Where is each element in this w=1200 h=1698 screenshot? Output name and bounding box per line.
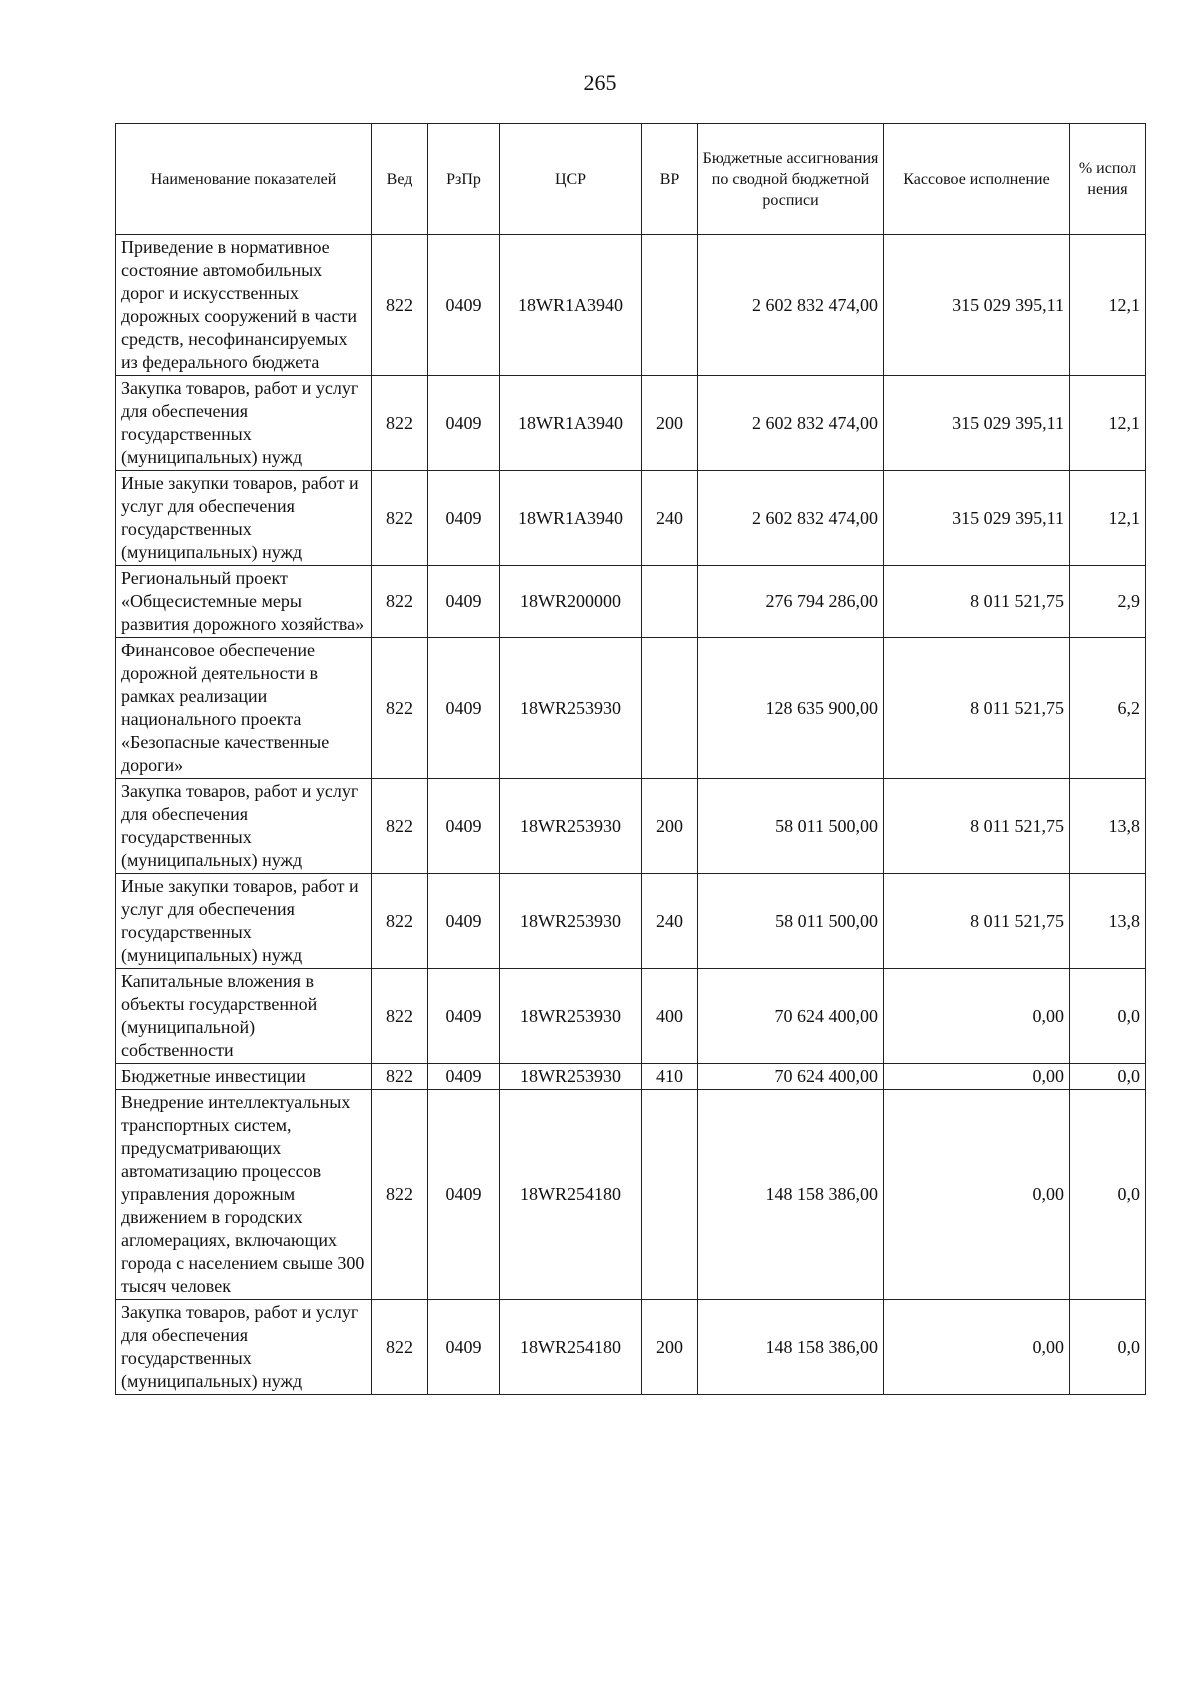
table-row: [116, 471, 1146, 566]
table-body: [116, 235, 1146, 1395]
cell-csr: 18WR253930: [500, 969, 642, 1064]
cell-rzpr: 0409: [428, 969, 500, 1064]
page-number: 265: [583, 70, 617, 95]
cell-name: Финансовое обеспечение дорожной деятельности в рамках реализации национального проекта «Безопасные качественные дороги»: [116, 638, 372, 779]
cell-assignments: 128 635 900,00: [698, 638, 884, 779]
table-row: [116, 235, 1146, 376]
cell-assignments: 70 624 400,00: [698, 1064, 884, 1090]
cell-ved: 822: [372, 235, 428, 376]
cell-rzpr: 0409: [428, 1090, 500, 1300]
cell-vr: [642, 1090, 698, 1300]
cell-rzpr: 0409: [428, 1300, 500, 1395]
cell-cash: 315 029 395,11: [884, 376, 1070, 471]
cell-csr: 18WR1A3940: [500, 471, 642, 566]
cell-csr: 18WR253930: [500, 874, 642, 969]
cell-name: Региональный проект «Общесистемные меры развития дорожного хозяйства»: [116, 566, 372, 638]
cell-vr: [642, 638, 698, 779]
cell-cash: 0,00: [884, 1090, 1070, 1300]
cell-assignments: 58 011 500,00: [698, 874, 884, 969]
cell-ved: 822: [372, 1090, 428, 1300]
cell-rzpr: 0409: [428, 471, 500, 566]
cell-rzpr: 0409: [428, 779, 500, 874]
cell-assignments: 2 602 832 474,00: [698, 235, 884, 376]
cell-csr: 18WR254180: [500, 1300, 642, 1395]
cell-vr: 400: [642, 969, 698, 1064]
cell-vr: 240: [642, 874, 698, 969]
cell-ved: 822: [372, 638, 428, 779]
table-row: [116, 1090, 1146, 1300]
cell-rzpr: 0409: [428, 235, 500, 376]
cell-cash: 8 011 521,75: [884, 779, 1070, 874]
cell-rzpr: 0409: [428, 874, 500, 969]
cell-ved: 822: [372, 376, 428, 471]
cell-assignments: 2 602 832 474,00: [698, 376, 884, 471]
cell-assignments: 70 624 400,00: [698, 969, 884, 1064]
cell-percent: 0,0: [1070, 969, 1146, 1064]
cell-percent: 0,0: [1070, 1064, 1146, 1090]
cell-csr: 18WR253930: [500, 638, 642, 779]
cell-vr: 410: [642, 1064, 698, 1090]
cell-ved: 822: [372, 779, 428, 874]
cell-name: Капитальные вложения в объекты государственной (муниципальной) собственности: [116, 969, 372, 1064]
header-name: Наименование показателей: [116, 124, 372, 235]
header-cash: Кассовое исполнение: [884, 124, 1070, 235]
table-header-row: [116, 124, 1146, 235]
cell-cash: 8 011 521,75: [884, 874, 1070, 969]
cell-ved: 822: [372, 1064, 428, 1090]
cell-cash: 8 011 521,75: [884, 566, 1070, 638]
cell-name: Закупка товаров, работ и услуг для обеспечения государственных (муниципальных) нужд: [116, 376, 372, 471]
table-row: [116, 566, 1146, 638]
cell-vr: [642, 566, 698, 638]
cell-csr: 18WR1A3940: [500, 235, 642, 376]
cell-cash: 315 029 395,11: [884, 471, 1070, 566]
header-assignments: Бюджетные ассигнования по сводной бюджетной росписи: [698, 124, 884, 235]
cell-percent: 13,8: [1070, 874, 1146, 969]
cell-assignments: 2 602 832 474,00: [698, 471, 884, 566]
cell-name: Закупка товаров, работ и услуг для обеспечения государственных (муниципальных) нужд: [116, 779, 372, 874]
cell-percent: 0,0: [1070, 1090, 1146, 1300]
cell-csr: 18WR253930: [500, 779, 642, 874]
header-percent: % испол нения: [1070, 124, 1146, 235]
cell-percent: 0,0: [1070, 1300, 1146, 1395]
cell-vr: 200: [642, 779, 698, 874]
table-row: [116, 638, 1146, 779]
cell-cash: 315 029 395,11: [884, 235, 1070, 376]
cell-csr: 18WR200000: [500, 566, 642, 638]
table-row: [116, 874, 1146, 969]
cell-name: Бюджетные инвестиции: [116, 1064, 372, 1090]
cell-ved: 822: [372, 471, 428, 566]
cell-csr: 18WR254180: [500, 1090, 642, 1300]
cell-rzpr: 0409: [428, 566, 500, 638]
header-csr: ЦСР: [500, 124, 642, 235]
cell-cash: 0,00: [884, 1064, 1070, 1090]
header-vr: ВР: [642, 124, 698, 235]
cell-percent: 12,1: [1070, 376, 1146, 471]
cell-rzpr: 0409: [428, 1064, 500, 1090]
cell-name: Внедрение интеллектуальных транспортных систем, предусматривающих автоматизацию процессов управления дорожным движением в городских агломерациях, включающих города с населением свыше 300 тысяч человек: [116, 1090, 372, 1300]
table-row: [116, 1064, 1146, 1090]
cell-cash: 8 011 521,75: [884, 638, 1070, 779]
cell-assignments: 276 794 286,00: [698, 566, 884, 638]
table-row: [116, 1300, 1146, 1395]
table-row: [116, 779, 1146, 874]
budget-execution-table: [115, 123, 1146, 1395]
cell-percent: 6,2: [1070, 638, 1146, 779]
cell-csr: 18WR1A3940: [500, 376, 642, 471]
cell-assignments: 148 158 386,00: [698, 1090, 884, 1300]
cell-cash: 0,00: [884, 1300, 1070, 1395]
table-row: [116, 376, 1146, 471]
cell-vr: 240: [642, 471, 698, 566]
table-row: [116, 969, 1146, 1064]
cell-ved: 822: [372, 566, 428, 638]
cell-ved: 822: [372, 1300, 428, 1395]
cell-vr: 200: [642, 1300, 698, 1395]
header-rzpr: РзПр: [428, 124, 500, 235]
cell-rzpr: 0409: [428, 638, 500, 779]
cell-assignments: 148 158 386,00: [698, 1300, 884, 1395]
cell-vr: [642, 235, 698, 376]
cell-name: Иные закупки товаров, работ и услуг для обеспечения государственных (муниципальных) нужд: [116, 874, 372, 969]
cell-csr: 18WR253930: [500, 1064, 642, 1090]
cell-rzpr: 0409: [428, 376, 500, 471]
cell-percent: 12,1: [1070, 235, 1146, 376]
cell-name: Приведение в нормативное состояние автомобильных дорог и искусственных дорожных сооружений в части средств, несофинансируемых из федерального бюджета: [116, 235, 372, 376]
cell-vr: 200: [642, 376, 698, 471]
cell-assignments: 58 011 500,00: [698, 779, 884, 874]
cell-cash: 0,00: [884, 969, 1070, 1064]
cell-ved: 822: [372, 874, 428, 969]
cell-percent: 2,9: [1070, 566, 1146, 638]
cell-percent: 12,1: [1070, 471, 1146, 566]
header-ved: Вед: [372, 124, 428, 235]
cell-ved: 822: [372, 969, 428, 1064]
cell-percent: 13,8: [1070, 779, 1146, 874]
cell-name: Закупка товаров, работ и услуг для обеспечения государственных (муниципальных) нужд: [116, 1300, 372, 1395]
cell-name: Иные закупки товаров, работ и услуг для обеспечения государственных (муниципальных) нужд: [116, 471, 372, 566]
